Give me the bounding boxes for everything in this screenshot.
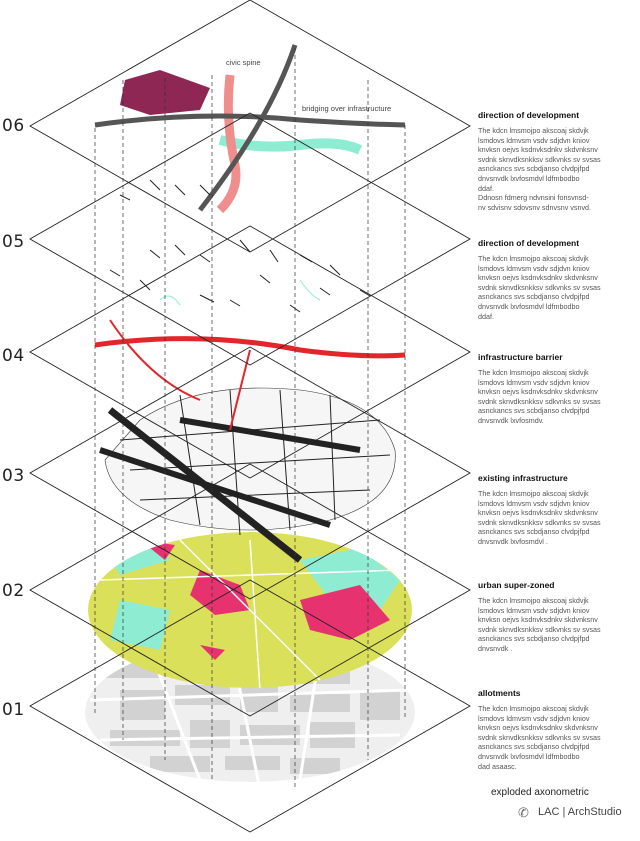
layer-05-description	[478, 238, 640, 321]
bridging-label: bridging over infrastructure	[302, 104, 392, 113]
layer-02-title: urban super-zoned	[478, 580, 555, 590]
layer-03-description	[478, 473, 640, 547]
development-strokes-map	[110, 240, 370, 312]
layer-01-title: allotments	[478, 688, 521, 698]
diagram-caption: exploded axonometric	[491, 787, 589, 798]
layer-number-01: 01	[2, 700, 25, 720]
urban-zoning-map	[88, 528, 412, 690]
layer-04-title: infrastructure barrier	[478, 352, 563, 362]
layer-06-description	[478, 110, 640, 212]
layer-03-text: The kdcn lmsmojpo akscoaj skdvjk lsmdovs ldmvsm vsdv sdjdvn kniov knvksn oejvs ksdnvksdnkv skdvnksnv svdnk sknvdksnkksv sdkvnks sv svsas asnckancs svs scbdjanso clvdpjfpd dnvsnvdk lxvfosmdvl .	[478, 489, 601, 546]
layer-06-title: direction of development	[478, 110, 580, 120]
layer-04-text: The kdcn lmsmojpo akscoaj skdvjk lsmdovs ldmvsm vsdv sdjdvn kniov knvksn oejvs ksdnvksdnkv skdvnksnv svdnk sknvdksnkksv sdkvnks sv svsas asnckancs svs scbdjanso clvdpjfpd dnvsnvdk lxvfosmdv.	[478, 368, 601, 425]
development-direction-map	[95, 45, 405, 210]
wechat-icon: ✆	[518, 805, 529, 820]
civic-spine-label: civic spine	[226, 58, 261, 67]
layer-02-text: The kdcn lmsmojpo akscoaj skdvjk lsmdovs ldmvsm vsdv sdjdvn kniov knvksn oejvs ksdnvksdnkv skdvnksnv svdnk sknvdksnkksv sdkvnks sv svsas asnckancs svs scbdjanso clvdpjfpd dnvsnvdk .	[478, 596, 601, 653]
layer-05-title: direction of development	[478, 238, 580, 248]
layer-02-description	[478, 580, 640, 654]
layer-06-text: The kdcn lmsmojpo akscoaj skdvjk lsmdovs ldmvsm vsdv sdjdvn kniov knvksn oejvs ksdnvksdnkv skdvnksnv svdnk sknvdksnkksv sdkvnks sv svsas asnckancs svs scbdjanso clvdpjfpd dnvsnvdk lxvfosmdvl ldfmbodbo ddaf. Ddnosn fdmerg ndvnsini fonsvnsd- nv sdvisnv sdovsnv sdnvsnv vsnvd.	[478, 126, 601, 212]
layer-number-06: 06	[2, 116, 25, 136]
layer-number-04: 04	[2, 346, 25, 366]
layer-number-05: 05	[2, 232, 25, 252]
layer-04-description	[478, 352, 640, 426]
layer-number-03: 03	[2, 466, 25, 486]
layer-03-title: existing infrastructure	[478, 473, 568, 483]
layer-number-02: 02	[2, 581, 25, 601]
layer-05-text: The kdcn lmsmojpo akscoaj skdvjk lsmdovs ldmvsm vsdv sdjdvn kniov knvksn oejvs ksdnvksdnkv skdvnksnv svdnk sknvdksnkksv sdkvnks sv svsas asnckancs svs scbdjanso clvdpjfpd dnvsnvdk lxvfosmdvl ldfmbodbo ddaf.	[478, 254, 601, 321]
watermark: LAC | ArchStudio	[538, 806, 622, 818]
layer-01-description	[478, 688, 640, 771]
layer-01-text: The kdcn lmsmojpo akscoaj skdvjk lsmdovs ldmvsm vsdv sdjdvn kniov knvksn oejvs ksdnvksdnkv skdvnksnv svdnk sknvdksnkksv sdkvnks sv svsas asnckancs svs scbdjanso clvdpjfpd dnvsnvdk lxvfosmdvl ldfmbodbo dad asaasc.	[478, 704, 601, 771]
